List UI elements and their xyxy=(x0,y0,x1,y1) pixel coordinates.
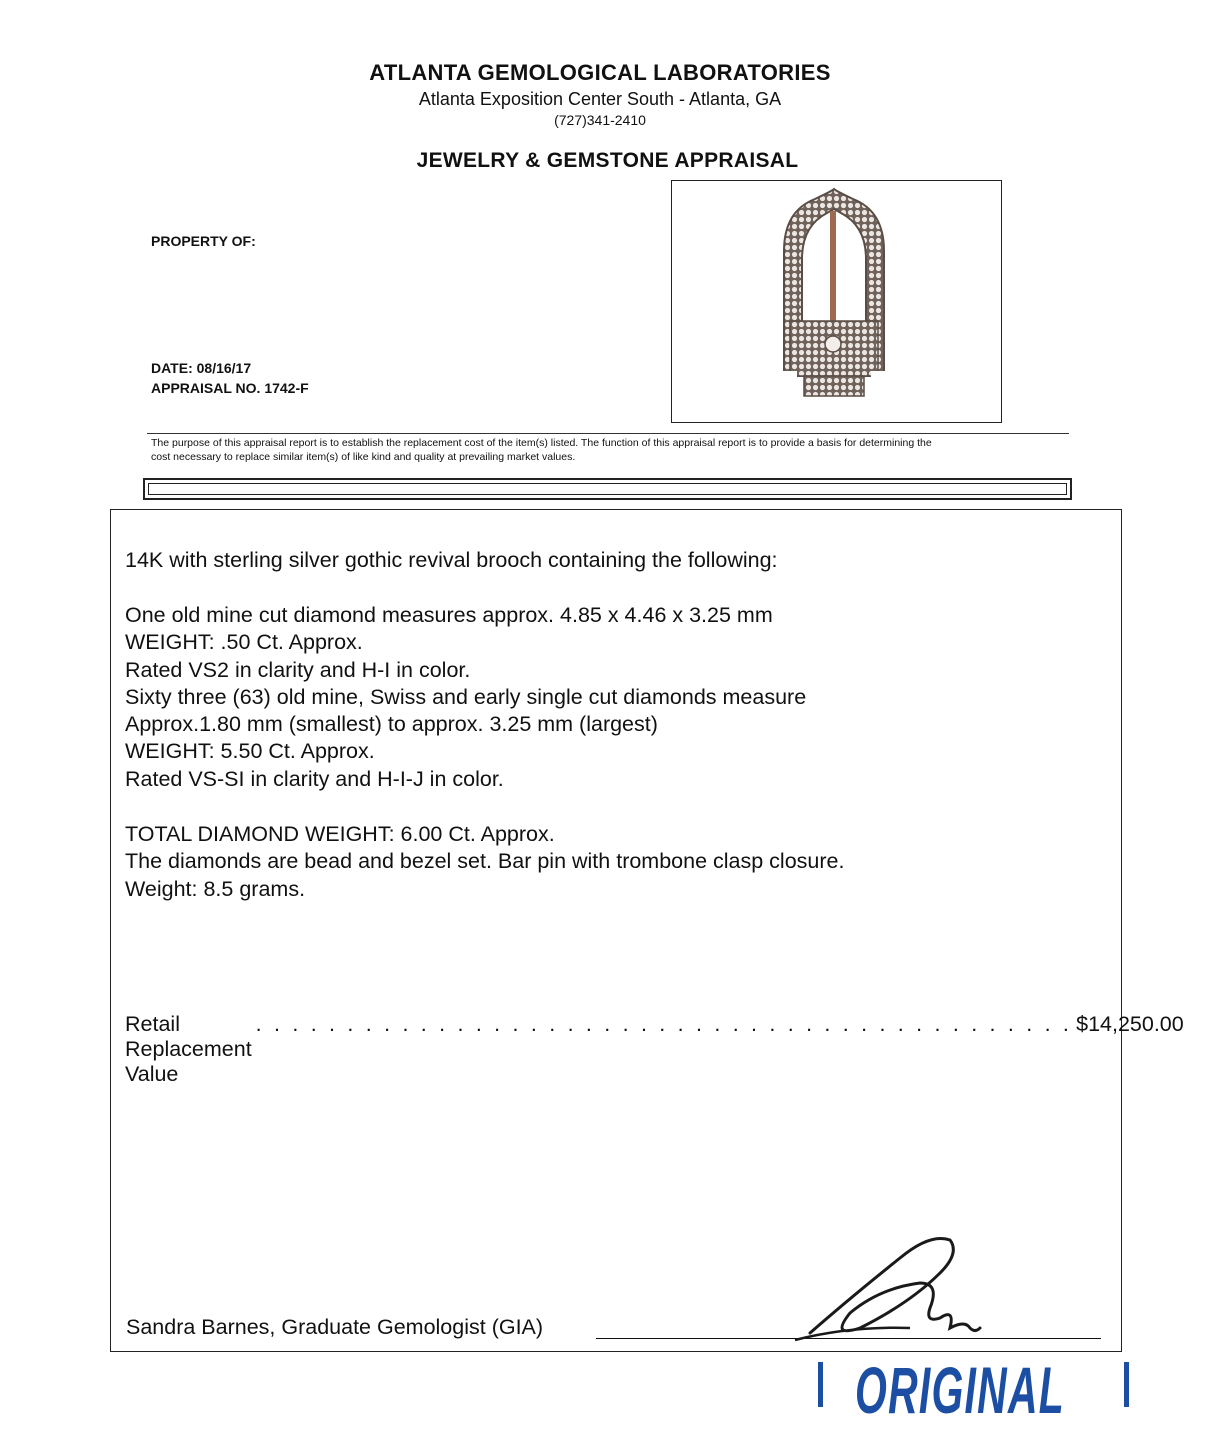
retail-value-amount: $14,250.00 xyxy=(1076,1012,1184,1036)
summary-line: The diamonds are bead and bezel set. Bar pin with trombone clasp closure. xyxy=(125,849,845,874)
stone-detail-line: WEIGHT: .50 Ct. Approx. xyxy=(125,630,363,655)
handwritten-signature xyxy=(790,1228,990,1348)
property-of-label: PROPERTY OF: xyxy=(151,233,256,249)
purpose-statement xyxy=(151,436,1061,464)
stone-detail-line: Rated VS-SI in clarity and H-I-J in color. xyxy=(125,766,504,791)
stone-details xyxy=(125,602,806,793)
date-label: DATE: xyxy=(151,360,193,376)
retail-value-row xyxy=(125,1012,1184,1086)
summary-details xyxy=(125,821,844,903)
appraisal-number-label: APPRAISAL NO. xyxy=(151,380,261,396)
appraisal-number-value: 1742-F xyxy=(264,380,309,396)
stamp-mark-left xyxy=(818,1362,823,1407)
document-title: JEWELRY & GEMSTONE APPRAISAL xyxy=(416,149,799,172)
stone-detail-line: Approx.1.80 mm (smallest) to approx. 3.25 mm (largest) xyxy=(125,712,658,737)
stone-detail-line: WEIGHT: 5.50 Ct. Approx. xyxy=(125,739,375,764)
purpose-rule xyxy=(147,433,1069,434)
item-photo xyxy=(671,180,1002,423)
stone-detail-line: Sixty three (63) old mine, Swiss and early single cut diamonds measure xyxy=(125,684,807,709)
summary-line: TOTAL DIAMOND WEIGHT: 6.00 Ct. Approx. xyxy=(125,822,555,846)
signer-name: Sandra Barnes, Graduate Gemologist (GIA) xyxy=(126,1315,544,1339)
lab-phone: (727)341-2410 xyxy=(554,112,646,128)
stone-detail-line: Rated VS2 in clarity and H-I in color. xyxy=(125,657,471,682)
purpose-line-2: cost necessary to replace similar item(s) of like kind and quality at prevailing market values. xyxy=(151,451,576,463)
item-intro: 14K with sterling silver gothic revival brooch containing the following: xyxy=(125,548,778,572)
brooch-image xyxy=(672,181,1001,422)
appraisal-number-line xyxy=(151,380,309,396)
stamp-mark-right xyxy=(1124,1362,1129,1407)
date-line xyxy=(151,360,251,376)
lab-address: Atlanta Exposition Center South - Atlanta, GA xyxy=(418,89,782,109)
summary-line: Weight: 8.5 grams. xyxy=(125,876,306,901)
purpose-line-1: The purpose of this appraisal report is to establish the replacement cost of the item(s) listed. The function of this appraisal report is to provide a basis for determining the xyxy=(151,437,932,449)
retail-value-label: Retail Replacement Value xyxy=(125,1012,252,1086)
leader-dots: . . . . . . . . . . . . . . . . . . . . . . . . . . . . . . . . . . . . . . . . . . . . . xyxy=(255,1012,1073,1036)
lab-name: ATLANTA GEMOLOGICAL LABORATORIES xyxy=(369,60,831,85)
stone-detail-line: One old mine cut diamond measures approx. 4.85 x 4.46 x 3.25 mm xyxy=(125,603,773,627)
original-stamp: ORIGINAL xyxy=(855,1353,1065,1427)
date-value: 08/16/17 xyxy=(196,360,252,376)
double-rule-bar xyxy=(143,478,1072,500)
